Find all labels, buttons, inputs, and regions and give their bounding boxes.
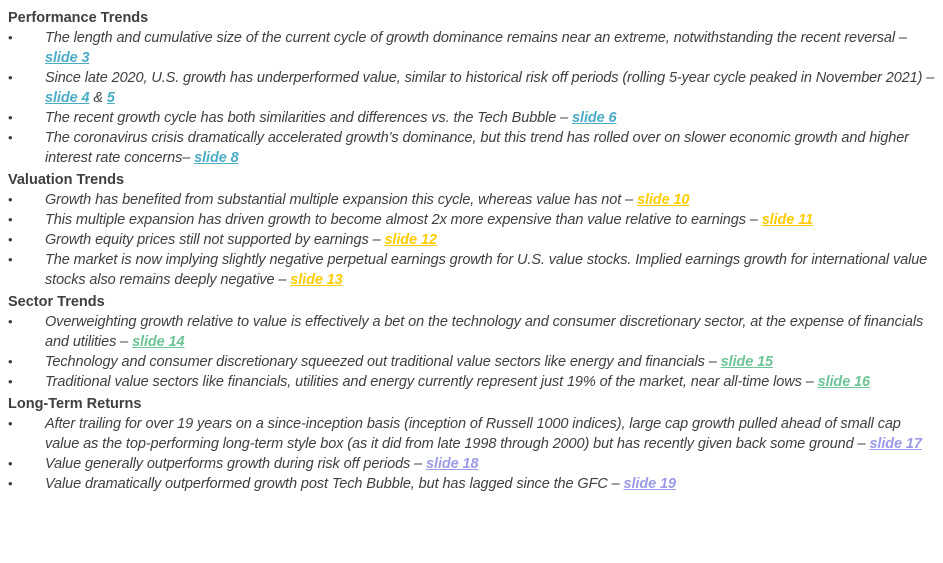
link-joiner: & [89, 90, 107, 106]
bullet-dot: • [8, 416, 13, 431]
bullet-dot: • [8, 130, 13, 145]
bullet-text: The recent growth cycle has both similarities and differences vs. the Tech Bubble – [45, 110, 573, 126]
bullet-item [8, 312, 935, 352]
bullet-dot: • [8, 374, 13, 389]
section-heading: Valuation Trends [8, 172, 125, 188]
bullet-dot: • [8, 212, 13, 227]
bullet-text: After trailing for over 19 years on a since-inception basis (inception of Russell 1000 indices), large cap growth pulled ahead of small cap value as the top-performing long-term style box (as it did from late 1998 through 2000) but has recently given back some ground – [45, 416, 901, 452]
slide-link[interactable]: slide 14 [132, 334, 185, 350]
bullet-item [8, 250, 935, 290]
slide-link[interactable]: slide 11 [761, 212, 814, 228]
bullet-item [8, 68, 935, 108]
bullet-dot: • [8, 232, 13, 247]
section-valuation-trends [8, 170, 935, 290]
bullet-item [8, 128, 935, 168]
slide-link[interactable]: slide 17 [869, 436, 922, 452]
bullet-dot: • [8, 456, 13, 471]
bullet-item [8, 474, 935, 494]
bullet-list [8, 28, 935, 168]
bullet-item [8, 352, 935, 372]
slide-link[interactable]: slide 19 [623, 476, 676, 492]
bullet-text: Growth has benefited from substantial multiple expansion this cycle, whereas value has not – [45, 192, 637, 208]
bullet-text: The market is now implying slightly negative perpetual earnings growth for U.S. value stocks. Implied earnings growth for international value stocks also remains deeply negative – [45, 252, 928, 288]
section-performance-trends [8, 8, 935, 168]
bullet-text: Technology and consumer discretionary squeezed out traditional value sectors like energy and financials – [45, 354, 721, 370]
slide-link[interactable]: slide 12 [384, 232, 437, 248]
bullet-dot: • [8, 70, 13, 85]
slide-link[interactable]: 5 [106, 90, 115, 106]
bullet-list [8, 312, 935, 392]
bullet-item [8, 108, 935, 128]
bullet-text: Value dramatically outperformed growth post Tech Bubble, but has lagged since the GFC – [45, 476, 624, 492]
slide-link[interactable]: slide 13 [290, 272, 343, 288]
bullet-text: This multiple expansion has driven growth to become almost 2x more expensive than value relative to earnings – [45, 212, 762, 228]
bullet-list [8, 414, 935, 494]
slide-link[interactable]: slide 18 [426, 456, 479, 472]
bullet-dot: • [8, 110, 13, 125]
section-long-term-returns [8, 394, 935, 494]
bullet-list [8, 190, 935, 290]
bullet-item [8, 372, 935, 392]
bullet-item [8, 28, 935, 68]
bullet-item [8, 230, 935, 250]
bullet-text: Growth equity prices still not supported by earnings – [45, 232, 385, 248]
bullet-dot: • [8, 252, 13, 267]
slide-link[interactable]: slide 4 [45, 90, 90, 106]
slide-link[interactable]: slide 3 [45, 50, 90, 66]
slide-link[interactable]: slide 6 [572, 110, 617, 126]
bullet-item [8, 414, 935, 454]
bullet-dot: • [8, 192, 13, 207]
bullet-item [8, 210, 935, 230]
slide-link[interactable]: slide 16 [817, 374, 871, 390]
bullet-text: The length and cumulative size of the current cycle of growth dominance remains near an extreme, notwithstanding the recent reversal – [45, 30, 907, 46]
bullet-text: Overweighting growth relative to value is effectively a bet on the technology and consumer discretionary sector, at the expense of financials and utilities – [45, 314, 924, 350]
slide-link[interactable]: slide 8 [194, 150, 239, 166]
slide-link[interactable]: slide 15 [720, 354, 774, 370]
bullet-item [8, 454, 935, 474]
bullet-text: Since late 2020, U.S. growth has underperformed value, similar to historical risk off periods (rolling 5-year cycle peaked in November 2021) – [45, 70, 935, 86]
slide-link[interactable]: slide 10 [636, 192, 690, 208]
bullet-dot: • [8, 354, 13, 369]
bullet-text: Traditional value sectors like financials, utilities and energy currently represent just 19% of the market, near all-time lows – [45, 374, 818, 390]
bullet-text: Value generally outperforms growth during risk off periods – [45, 456, 427, 472]
bullet-item [8, 190, 935, 210]
section-sector-trends [8, 292, 935, 392]
bullet-text: The coronavirus crisis dramatically accelerated growth’s dominance, but this trend has rolled over on slower economic growth and higher interest rate concerns– [45, 130, 909, 166]
bullet-dot: • [8, 476, 13, 491]
section-heading: Long-Term Returns [8, 396, 142, 412]
bullet-dot: • [8, 314, 13, 329]
section-heading: Sector Trends [8, 294, 105, 310]
section-heading: Performance Trends [8, 10, 149, 26]
bullet-dot: • [8, 30, 13, 45]
